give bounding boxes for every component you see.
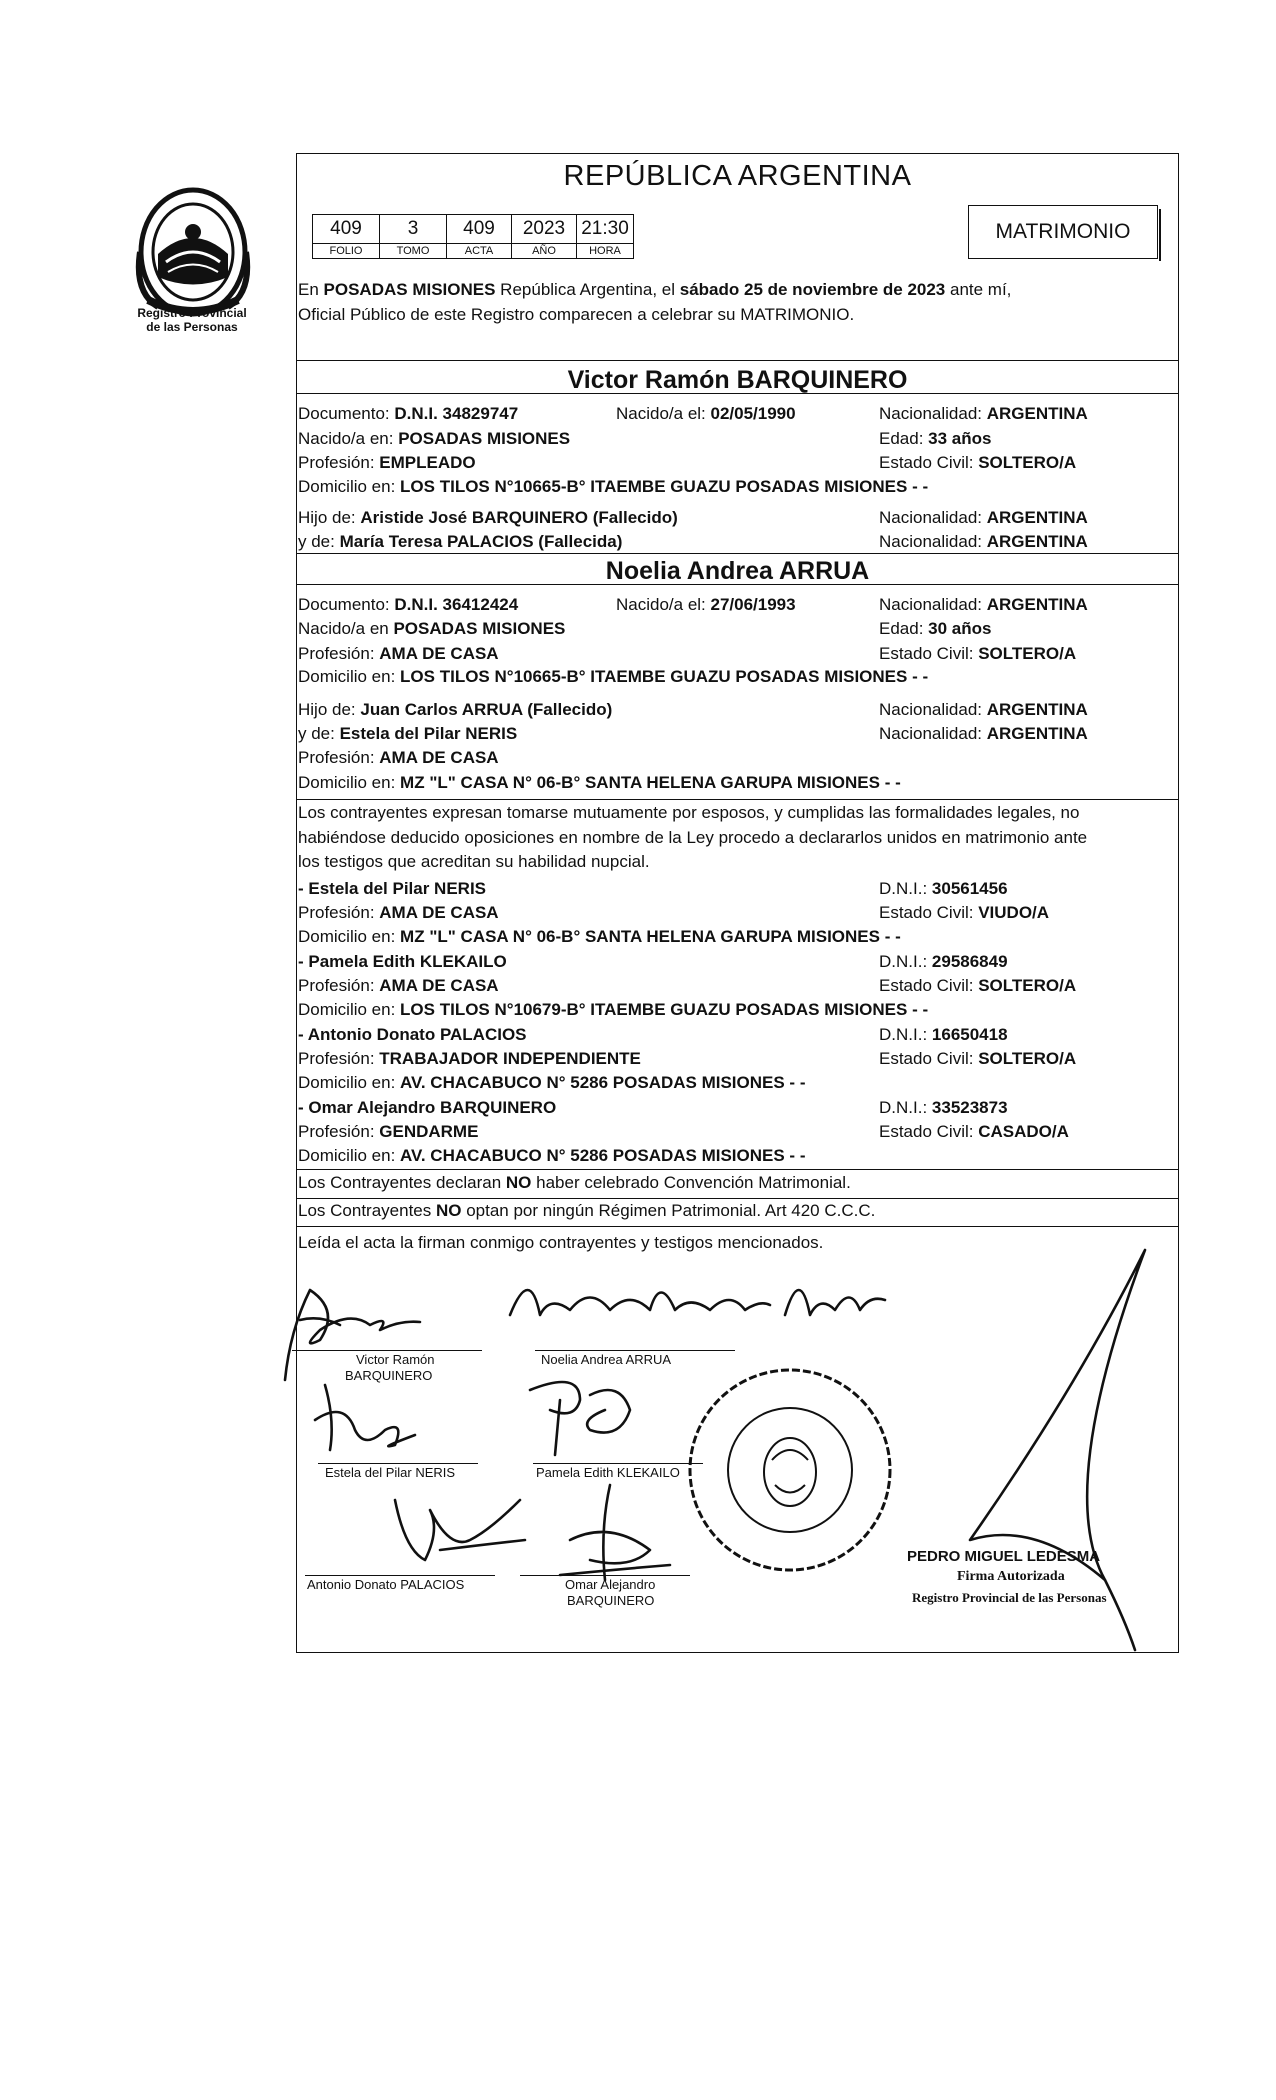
bride-signature-icon	[500, 1255, 890, 1345]
official-title: Firma Autorizada	[957, 1569, 1065, 1584]
value: ARGENTINA	[986, 700, 1088, 719]
groom-birth-place	[298, 428, 570, 450]
label: Nacionalidad:	[879, 532, 987, 551]
label: Profesión:	[298, 453, 380, 472]
registry-caption	[112, 306, 272, 334]
value: SOLTERO/A	[978, 644, 1077, 663]
label: Estado Civil:	[879, 1122, 979, 1141]
groom-signature-name-1: Victor Ramón	[356, 1352, 435, 1367]
intro-text-c: ante mí,	[945, 280, 1012, 299]
value: MZ "L" CASA N° 06-B° SANTA HELENA GARUPA MISIONES - -	[400, 927, 901, 946]
divider-declaration	[296, 799, 1179, 800]
label: Domicilio en:	[298, 1073, 401, 1092]
value: ARGENTINA	[986, 532, 1088, 551]
tomo-value: 3	[380, 215, 447, 244]
acta-label: ACTA	[447, 244, 512, 259]
value: 02/05/1990	[710, 404, 796, 423]
intro-text-b: República Argentina, el	[495, 280, 680, 299]
bride-address	[298, 666, 928, 688]
label: Profesión:	[298, 1049, 380, 1068]
label: D.N.I.:	[879, 1098, 932, 1117]
registry-caption-line-1: Registro Provincial	[137, 306, 247, 320]
witness-dni	[879, 1024, 1008, 1046]
text: optan por ningún Régimen Patrimonial. Art 420 C.C.C.	[461, 1201, 876, 1220]
value: 27/06/1993	[710, 595, 796, 614]
value: ARGENTINA	[986, 724, 1088, 743]
bride-birth-date	[616, 594, 796, 616]
acta-value: 409	[447, 215, 512, 244]
value: VIUDO/A	[978, 903, 1050, 922]
bride-age	[879, 618, 991, 640]
groom-age	[879, 428, 991, 450]
label: y de:	[298, 532, 340, 551]
bride-signature-name: Noelia Andrea ARRUA	[541, 1352, 672, 1367]
label: y de:	[298, 724, 340, 743]
intro-text-a: En	[298, 280, 324, 299]
witness-profession	[298, 902, 499, 924]
witness-3-signature-name: Antonio Donato PALACIOS	[307, 1577, 465, 1592]
label: D.N.I.:	[879, 952, 932, 971]
witness-3-signature-icon	[380, 1490, 530, 1570]
label: D.N.I.:	[879, 1025, 932, 1044]
label: Profesión:	[298, 976, 380, 995]
text: haber celebrado Convención Matrimonial.	[531, 1173, 851, 1192]
official-stamp-icon	[680, 1360, 900, 1580]
label: Profesión:	[298, 644, 380, 663]
label: Nacionalidad:	[879, 595, 987, 614]
label: D.N.I.:	[879, 879, 932, 898]
bride-mother-profession	[298, 747, 499, 769]
bride-mother-address	[298, 772, 901, 794]
bride-mother	[298, 723, 517, 745]
bride-name: Noelia Andrea ARRUA	[605, 557, 870, 585]
witness-civil-status	[879, 902, 1049, 924]
value: 30 años	[928, 619, 992, 638]
intro-place: POSADAS MISIONES	[323, 280, 496, 299]
intro-line-1	[298, 279, 1011, 301]
value: AV. CHACABUCO N° 5286 POSADAS MISIONES - -	[400, 1146, 806, 1165]
bride-civil-status	[879, 643, 1076, 665]
label: Nacionalidad:	[879, 508, 987, 527]
label: Estado Civil:	[879, 1049, 979, 1068]
value: Aristide José BARQUINERO (Fallecido)	[360, 508, 678, 527]
witness-name: - Antonio Donato PALACIOS	[298, 1025, 527, 1044]
folio-label: FOLIO	[313, 244, 380, 259]
hora-value: 21:30	[577, 215, 634, 244]
value: SOLTERO/A	[978, 976, 1077, 995]
declaration-line-2: habiéndose deducido oposiciones en nombre de la Ley procedo a declararlos unidos en matrimonio ante	[298, 828, 1088, 847]
value: ARGENTINA	[986, 595, 1088, 614]
tomo-label: TOMO	[380, 244, 447, 259]
bride-father-nationality	[879, 699, 1088, 721]
groom-father-nationality	[879, 507, 1088, 529]
label: Nacionalidad:	[879, 724, 987, 743]
witness-civil-status	[879, 1121, 1069, 1143]
label: Documento:	[298, 404, 395, 423]
value: AMA DE CASA	[379, 903, 499, 922]
declaration-line-3: los testigos que acreditan su habilidad nupcial.	[298, 852, 650, 871]
label: Domicilio en:	[298, 1146, 401, 1165]
witness-name: - Estela del Pilar NERIS	[298, 879, 487, 898]
value: D.N.I. 36412424	[394, 595, 519, 614]
value: ARGENTINA	[986, 508, 1088, 527]
witness-profession	[298, 1048, 641, 1070]
intro-line-2: Oficial Público de este Registro comparecen a celebrar su MATRIMONIO.	[298, 305, 855, 324]
witness-2-signature-name: Pamela Edith KLEKAILO	[536, 1465, 680, 1480]
label: Domicilio en:	[298, 927, 401, 946]
bride-birth-place	[298, 618, 565, 640]
value: ARGENTINA	[986, 404, 1088, 423]
label: Nacido/a en:	[298, 429, 399, 448]
witness-4-signature-name-1: Omar Alejandro	[565, 1577, 656, 1592]
folio-value: 409	[313, 215, 380, 244]
value: 16650418	[931, 1025, 1008, 1044]
convention-line-2	[298, 1200, 875, 1222]
label: Domicilio en:	[298, 667, 401, 686]
record-type-box: MATRIMONIO	[968, 205, 1158, 259]
groom-signature-name-2: BARQUINERO	[345, 1368, 433, 1383]
witness-address	[298, 1072, 805, 1094]
value: María Teresa PALACIOS (Fallecida)	[339, 532, 623, 551]
value: LOS TILOS N°10679-B° ITAEMBE GUAZU POSADAS MISIONES - -	[400, 1000, 929, 1019]
label: Domicilio en:	[298, 1000, 401, 1019]
witness-name: - Pamela Edith KLEKAILO	[298, 952, 507, 971]
witness-civil-status	[879, 1048, 1076, 1070]
witness-4-signature-icon	[540, 1480, 680, 1590]
label: Estado Civil:	[879, 976, 979, 995]
witness-address	[298, 926, 901, 948]
value: 30561456	[931, 879, 1008, 898]
witness-address	[298, 999, 928, 1021]
value: 29586849	[931, 952, 1008, 971]
value: 33523873	[931, 1098, 1008, 1117]
value: AMA DE CASA	[379, 748, 499, 767]
groom-mother	[298, 531, 622, 553]
value: POSADAS MISIONES	[393, 619, 566, 638]
value: AV. CHACABUCO N° 5286 POSADAS MISIONES - -	[400, 1073, 806, 1092]
witness-profession	[298, 1121, 478, 1143]
groom-birth-date	[616, 403, 796, 425]
registry-caption-line-2: de las Personas	[146, 320, 238, 334]
witness-civil-status	[879, 975, 1076, 997]
value: GENDARME	[379, 1122, 479, 1141]
divider-header	[296, 360, 1179, 361]
label: Profesión:	[298, 903, 380, 922]
intro-date: sábado 25 de noviembre de 2023	[679, 280, 946, 299]
value: SOLTERO/A	[978, 453, 1077, 472]
groom-father	[298, 507, 678, 529]
bride-signature-line	[535, 1350, 735, 1351]
value: Juan Carlos ARRUA (Fallecido)	[360, 700, 613, 719]
value: POSADAS MISIONES	[398, 429, 571, 448]
label: Profesión:	[298, 1122, 380, 1141]
groom-address	[298, 476, 928, 498]
groom-signature-line	[292, 1350, 482, 1351]
official-name: PEDRO MIGUEL LEDESMA	[907, 1548, 1101, 1565]
witness-3-signature-line	[305, 1575, 495, 1576]
label: Nacido/a el:	[616, 404, 711, 423]
label: Hijo de:	[298, 508, 361, 527]
groom-civil-status	[879, 452, 1076, 474]
value: AMA DE CASA	[379, 644, 499, 663]
witness-1-signature-name: Estela del Pilar NERIS	[325, 1465, 456, 1480]
emphasis: NO	[435, 1201, 462, 1220]
witness-1-signature-line	[318, 1463, 478, 1464]
label: Documento:	[298, 595, 395, 614]
value: LOS TILOS N°10665-B° ITAEMBE GUAZU POSADAS MISIONES - -	[400, 477, 929, 496]
groom-nationality	[879, 403, 1088, 425]
groom-document	[298, 403, 518, 425]
label: Edad:	[879, 429, 929, 448]
value: EMPLEADO	[379, 453, 476, 472]
label: Estado Civil:	[879, 903, 979, 922]
label: Domicilio en:	[298, 477, 401, 496]
emphasis: NO	[505, 1173, 532, 1192]
divider-convention-mid	[296, 1198, 1179, 1199]
witness-dni	[879, 878, 1008, 900]
witness-dni	[879, 1097, 1008, 1119]
anio-value: 2023	[512, 215, 577, 244]
bride-nationality	[879, 594, 1088, 616]
groom-mother-nationality	[879, 531, 1088, 553]
record-meta-table	[312, 214, 634, 259]
bride-mother-nationality	[879, 723, 1088, 745]
witness-2-signature-icon	[520, 1370, 650, 1460]
label: Edad:	[879, 619, 929, 638]
value: AMA DE CASA	[379, 976, 499, 995]
witness-4-signature-line	[520, 1575, 690, 1576]
label: Nacionalidad:	[879, 700, 987, 719]
divider-closing	[296, 1226, 1179, 1227]
label: Nacido/a el:	[616, 595, 711, 614]
divider-convention	[296, 1169, 1179, 1170]
bride-document	[298, 594, 518, 616]
value: MZ "L" CASA N° 06-B° SANTA HELENA GARUPA MISIONES - -	[400, 773, 901, 792]
witness-dni	[879, 951, 1008, 973]
witness-2-signature-line	[533, 1463, 703, 1464]
witness-4-signature-name-2: BARQUINERO	[567, 1593, 655, 1608]
official-registry: Registro Provincial de las Personas	[912, 1590, 1107, 1605]
label: Nacido/a en	[298, 619, 394, 638]
bride-profession	[298, 643, 499, 665]
convention-line-1	[298, 1172, 851, 1194]
groom-profession	[298, 452, 476, 474]
value: D.N.I. 34829747	[394, 404, 519, 423]
label: Domicilio en:	[298, 773, 401, 792]
country-title: REPÚBLICA ARGENTINA	[563, 160, 912, 192]
text: Los Contrayentes declaran	[298, 1173, 506, 1192]
text: Los Contrayentes	[298, 1201, 436, 1220]
label: Profesión:	[298, 748, 380, 767]
label: Hijo de:	[298, 700, 361, 719]
value: CASADO/A	[978, 1122, 1069, 1141]
hora-label: HORA	[577, 244, 634, 259]
closing-statement: Leída el acta la firman conmigo contrayentes y testigos mencionados.	[298, 1233, 824, 1252]
bride-father	[298, 699, 612, 721]
witness-1-signature-icon	[305, 1380, 435, 1460]
label: Nacionalidad:	[879, 404, 987, 423]
value: LOS TILOS N°10665-B° ITAEMBE GUAZU POSADAS MISIONES - -	[400, 667, 929, 686]
label: Estado Civil:	[879, 453, 979, 472]
value: TRABAJADOR INDEPENDIENTE	[379, 1049, 641, 1068]
value: Estela del Pilar NERIS	[339, 724, 518, 743]
label: Estado Civil:	[879, 644, 979, 663]
value: 33 años	[928, 429, 992, 448]
anio-label: AÑO	[512, 244, 577, 259]
witness-address	[298, 1145, 805, 1167]
witness-profession	[298, 975, 499, 997]
groom-name: Victor Ramón BARQUINERO	[567, 366, 908, 394]
value: SOLTERO/A	[978, 1049, 1077, 1068]
declaration-line-1: Los contrayentes expresan tomarse mutuamente por esposos, y cumplidas las formalidades legales, no	[298, 803, 1080, 822]
divider-groom-bottom	[296, 553, 1179, 554]
witness-name: - Omar Alejandro BARQUINERO	[298, 1098, 557, 1117]
